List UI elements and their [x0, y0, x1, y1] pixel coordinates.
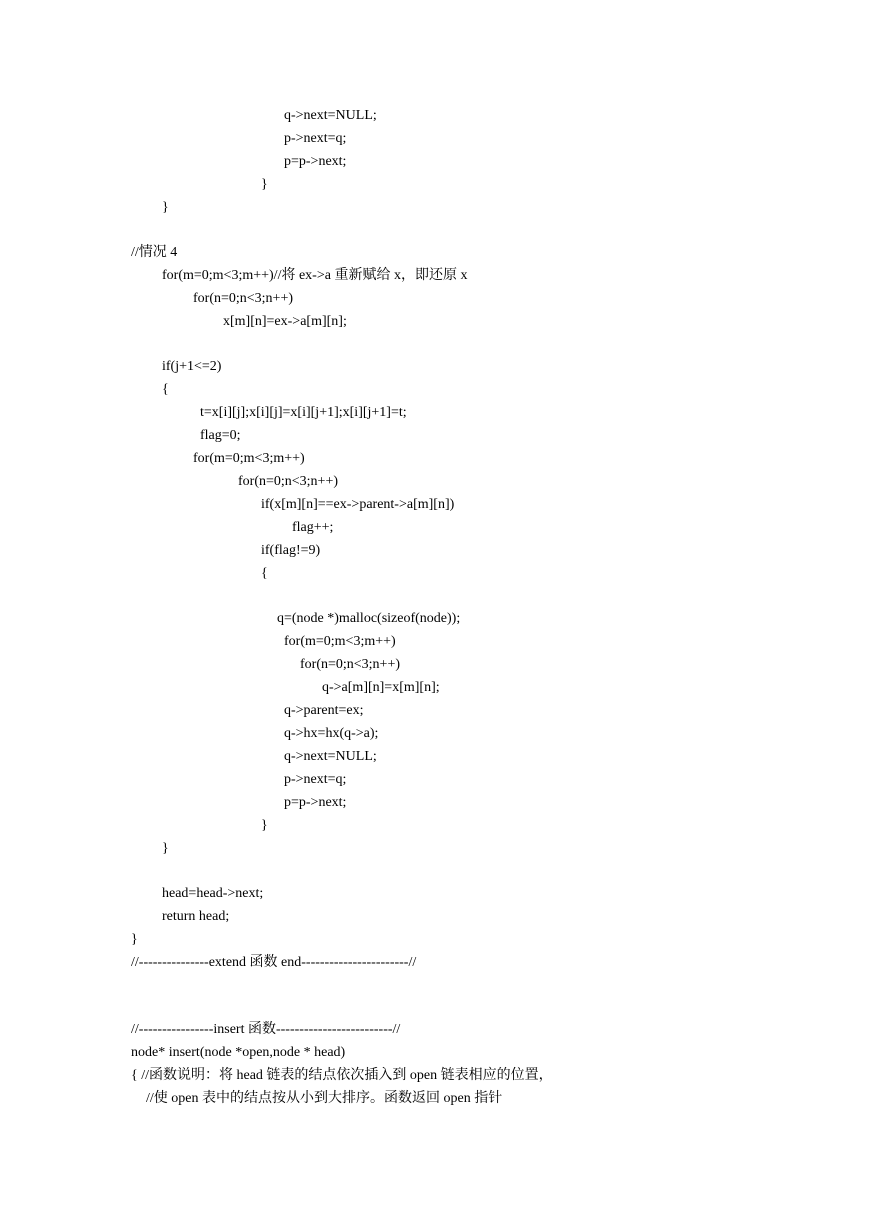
code-comment: //使 open 表中的结点按从小到大排序。函数返回 open 指针 [146, 1091, 503, 1106]
code-line: if(j+1<=2) [162, 359, 222, 374]
code-line: } [131, 932, 138, 947]
code-line: q=(node *)malloc(sizeof(node)); [277, 611, 461, 626]
code-line: if(flag!=9) [261, 543, 321, 558]
code-line: head=head->next; [162, 886, 264, 901]
code-line: { //函数说明：将 head 链表的结点依次插入到 open 链表相应的位置， [131, 1068, 553, 1083]
code-line: flag++; [292, 520, 334, 535]
code-line: p->next=q; [284, 772, 347, 787]
code-line: if(x[m][n]==ex->parent->a[m][n]) [261, 497, 455, 512]
code-line: for(n=0;n<3;n++) [193, 291, 294, 306]
code-line: } [162, 841, 169, 856]
code-line: p->next=q; [284, 131, 347, 146]
code-line: for(n=0;n<3;n++) [238, 474, 339, 489]
code-line: q->next=NULL; [284, 749, 377, 764]
code-line: p=p->next; [284, 795, 347, 810]
code-line: t=x[i][j];x[i][j]=x[i][j+1];x[i][j+1]=t; [200, 405, 407, 420]
code-line: q->hx=hx(q->a); [284, 726, 379, 741]
code-line: p=p->next; [284, 154, 347, 169]
code-line: x[m][n]=ex->a[m][n]; [223, 314, 347, 329]
code-line: node* insert(node *open,node * head) [131, 1045, 346, 1060]
code-line: } [261, 818, 268, 833]
code-line: { [261, 566, 268, 581]
code-comment: //----------------insert 函数-------------------------// [131, 1022, 401, 1037]
code-line: flag=0; [200, 428, 241, 443]
code-line: q->parent=ex; [284, 703, 364, 718]
code-comment: //情况 4 [131, 245, 178, 260]
code-line: q->next=NULL; [284, 108, 377, 123]
code-line: for(n=0;n<3;n++) [300, 657, 401, 672]
code-line: for(m=0;m<3;m++) [284, 634, 396, 649]
code-line: return head; [162, 909, 230, 924]
code-line: { [162, 382, 169, 397]
code-line: for(m=0;m<3;m++) [193, 451, 305, 466]
code-line: } [162, 200, 169, 215]
code-comment: //---------------extend 函数 end-----------------------// [131, 955, 417, 970]
code-line: for(m=0;m<3;m++)//将 ex->a 重新赋给 x，即还原 x [162, 268, 468, 283]
code-line: q->a[m][n]=x[m][n]; [322, 680, 440, 695]
code-line: } [261, 177, 268, 192]
